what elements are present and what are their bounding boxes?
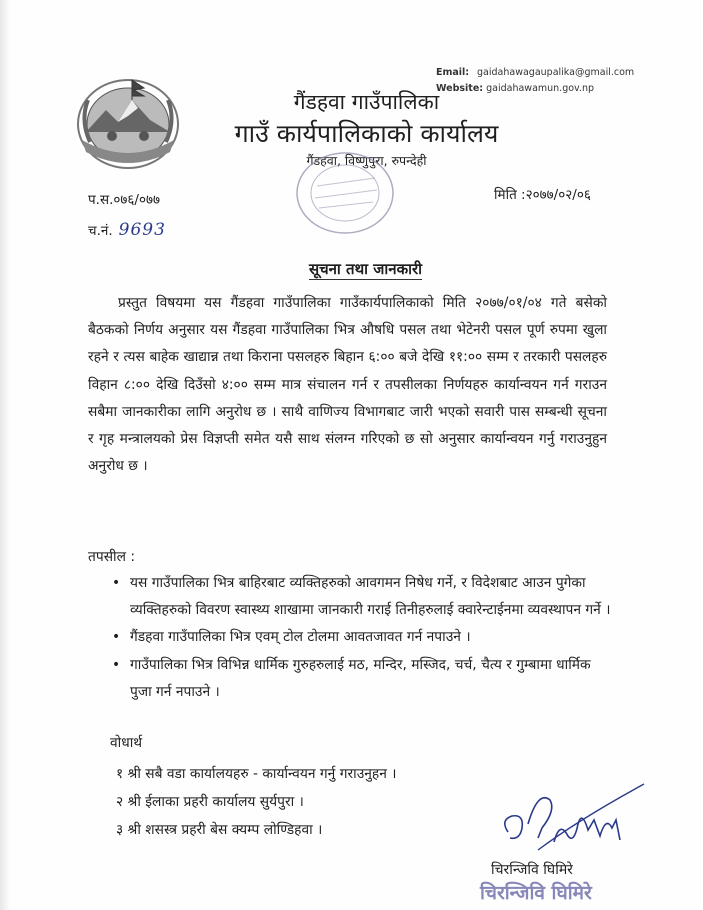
office-seal-stamp	[293, 148, 398, 238]
details-heading: तपसील :	[88, 549, 135, 565]
list-item	[112, 570, 612, 624]
reference-number: प.स.०७६/०७७	[88, 192, 161, 208]
cc-heading: वोधार्थ	[110, 735, 143, 751]
bullet-icon: •	[112, 629, 121, 646]
list-item-text: यस गाउँपालिका भित्र बाहिरबाट व्यक्तिहरुको आवगमन निषेध गर्ने, र विदेशबाट आउन पुगेका व्यक्तिहरुको विवरण स्वास्थ्य शाखामा जानकारी गराई तिनीहरुलाई क्वारेन्टाईनमा व्यवस्थापन गर्ने ।	[130, 575, 611, 619]
email-address: gaidahawagaupalika@gmail.com	[477, 67, 635, 78]
list-item	[112, 652, 612, 706]
cc-list	[116, 760, 397, 844]
email-line	[436, 65, 634, 81]
signatory-name-stamp: चिरन्जिवि घिमिरे	[480, 882, 592, 904]
decision-list	[112, 570, 612, 706]
office-name: गाउँ कार्यपालिकाको कार्यालय	[234, 119, 499, 148]
municipality-name: गैंडहवा गाउँपालिका	[293, 90, 440, 114]
cc-item: १ श्री सबै वडा कार्यालयहरु - कार्यान्वयन गर्नु गराउनुहन ।	[116, 766, 397, 782]
bullet-icon: •	[112, 656, 121, 673]
list-item-text: गाउँपालिका भित्र विभिन्न धार्मिक गुरुहरुलाई मठ, मन्दिर, मस्जिद, चर्च, चैत्य र गुम्बामा धार्मिक पुजा गर्न नपाउने ।	[130, 656, 591, 700]
notice-title-text: सूचना तथा जानकारी	[308, 260, 423, 278]
dispatch-number	[88, 220, 166, 240]
list-item-text: गैंडहवा गाउँपालिका भित्र एवम् टोल टोलमा आवतजावत गर्न नपाउने ।	[130, 629, 471, 646]
bullet-icon: •	[112, 575, 121, 591]
website-address: gaidahawamun.gov.np	[486, 83, 595, 94]
document-date: मिति :२०७७/०२/०६	[494, 187, 591, 203]
email-label: Email:	[436, 67, 470, 78]
list-item	[112, 624, 612, 651]
signature-mark	[498, 780, 646, 870]
cc-item: २ श्री ईलाका प्रहरी कार्यालय सुर्यपुरा ।	[116, 794, 304, 810]
cc-item: ३ श्री शसस्त्र प्रहरी बेस क्यम्प लोण्डिहवा ।	[116, 822, 323, 838]
dispatch-label: च.नं.	[88, 223, 113, 239]
notice-title	[0, 259, 703, 279]
dispatch-number-handwritten: 9693	[118, 220, 166, 240]
notice-body: प्रस्तुत विषयमा यस गैंडहवा गाउँपालिका गाउँकार्यपालिकाको मिति २०७७/०१/०४ गते बसेको बैठकको निर्णय अनुसार यस गैंडहवा गाउँपालिका भित्र औषधि पसल तथा भेटेनरी पसल पूर्ण रुपमा खुला रहने र त्यस बाहेक खाद्यान्न तथा किराना पसलहरु बिहान ६:०० बजे देखि ११:०० सम्म र तरकारी पसलहरु विहान ८:०० देखि दिउँसो ४:०० सम्म मात्र संचालन गर्न र तपसीलका निर्णयहरु कार्यान्वयन गर्न गराउन सबैमा जानकारीका लागि अनुरोध छ । साथै वाणिज्य विभागबाट जारी भएको सवारी पास सम्बन्धी सूचना र गृह मन्त्रालयको प्रेस विज्ञप्ती समेत यसै साथ संलग्न गरिएको छ सो अनुसार कार्यान्वयन गर्नु गराउनुहुन अनुरोध छ ।	[88, 295, 608, 475]
website-label: Website:	[436, 83, 484, 94]
signatory-name: चिरन्जिवि घिमिरे	[491, 862, 573, 878]
office-address: गैंडहवा, विष्णुपुरा, रुपन्देही	[306, 153, 427, 168]
